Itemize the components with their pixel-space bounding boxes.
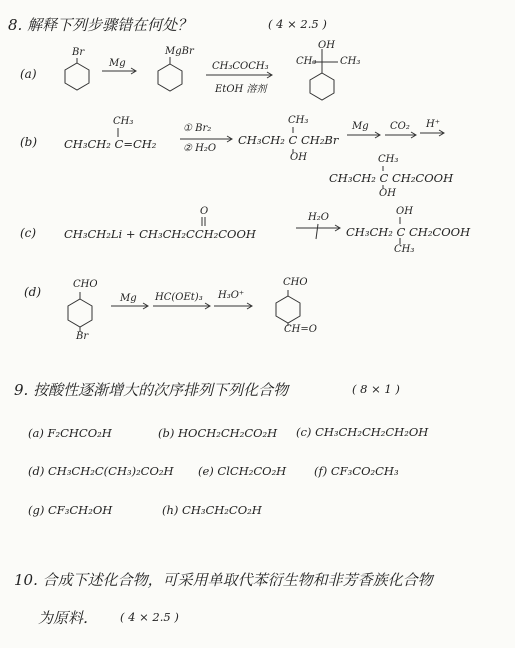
q8d-start-br: Br <box>76 331 89 342</box>
q8b-reagent-co2: CO₂ <box>390 121 410 132</box>
q9-item-e: (e) ClCH₂CO₂H <box>198 464 287 478</box>
q8b-reagent-mg: Mg <box>352 121 369 132</box>
q8a-grignard-ring <box>158 64 182 91</box>
q8b-product: CH₃CH₂ C CH₂COOH <box>329 171 454 185</box>
q8c-carbonyl-o: O <box>200 206 209 217</box>
q8a-start-br: Br <box>72 47 85 58</box>
q8b-start: CH₃CH₂ C=CH₂ <box>64 137 157 151</box>
q8d-reagent-h3o: H₃O⁺ <box>218 290 245 301</box>
q8a-product-oh: OH <box>318 40 335 51</box>
q8b-int-oh: OH <box>290 152 307 163</box>
q8a-label: (a) <box>20 67 37 81</box>
q8b-prod-ch3: CH₃ <box>378 154 399 165</box>
q8c-prod-ch3: CH₃ <box>394 244 415 255</box>
q9-item-g: (g) CF₃CH₂OH <box>28 503 113 517</box>
q8a-reagent-mg: Mg <box>109 58 126 69</box>
q8d-label: (d) <box>24 285 42 299</box>
q8b-reagent-h: H⁺ <box>426 119 440 130</box>
q8d-prod-cho: CHO <box>283 277 308 288</box>
q8b-int-ch3: CH₃ <box>288 115 309 126</box>
q8b-intermediate: CH₃CH₂ C CH₂Br <box>238 133 339 147</box>
q8-title: 8. 解释下列步骤错在何处？ <box>8 16 193 34</box>
q8c-reagent-h2o: H₂O <box>308 212 329 223</box>
q8a-product-ch3-left: CH₃ <box>296 56 317 67</box>
q8a-solvent: EtOH 溶剂 <box>215 84 267 95</box>
q9-points: ( 8 × 1 ) <box>352 382 400 396</box>
q8a-benzene-ring <box>65 63 89 90</box>
q10-line1: 10. 合成下述化合物，可采用单取代苯衍生物和非芳香族化合物 <box>14 571 433 589</box>
q8a-grignard-mgbr: MgBr <box>165 46 194 57</box>
q8d-prod-ch-o: CH=O <box>284 324 317 335</box>
q8b-reagent-br2: ① Br₂ <box>183 123 212 134</box>
q9-item-h: (h) CH₃CH₂CO₂H <box>162 503 262 517</box>
q8a-product-ch3-right: CH₃ <box>340 56 361 67</box>
q8b-label: (b) <box>20 135 38 149</box>
q9-item-a: (a) F₂CHCO₂H <box>28 426 112 440</box>
q8d-product-ring <box>276 296 300 323</box>
q8b-prod-oh: OH <box>379 188 396 199</box>
q8d-start-ring <box>68 299 92 327</box>
q9-item-f: (f) CF₃CO₂CH₃ <box>314 464 399 478</box>
q8d-reagent-mg: Mg <box>120 293 137 304</box>
q8c-prod-oh: OH <box>396 206 413 217</box>
q8b-reagent-h2o: ② H₂O <box>183 143 217 154</box>
q8b-start-ch3: CH₃ <box>113 116 134 127</box>
q10-points: ( 4 × 2.5 ) <box>120 610 179 624</box>
q9-item-c: (c) CH₃CH₂CH₂CH₂OH <box>296 425 429 439</box>
q8c-reactants: CH₃CH₂Li + CH₃CH₂CCH₂COOH <box>64 227 256 241</box>
q9-item-b: (b) HOCH₂CH₂CO₂H <box>158 426 278 440</box>
q10-line2: 为原料． <box>38 609 99 627</box>
q8a-reagent-acetone: CH₃COCH₃ <box>212 61 269 72</box>
q9-item-d: (d) CH₃CH₂C(CH₃)₂CO₂H <box>28 464 174 478</box>
q8d-start-cho: CHO <box>73 279 98 290</box>
q8c-product: CH₃CH₂ C CH₂COOH <box>346 225 471 239</box>
q8-points: ( 4 × 2.5 ) <box>268 17 327 31</box>
q8d-reagent-orthoformate: HC(OEt)₃ <box>155 292 203 303</box>
q8a-product-ring <box>310 73 334 100</box>
q8c-label: (c) <box>20 226 37 240</box>
q9-title: 9. 按酸性逐渐增大的次序排列下列化合物 <box>14 381 289 399</box>
